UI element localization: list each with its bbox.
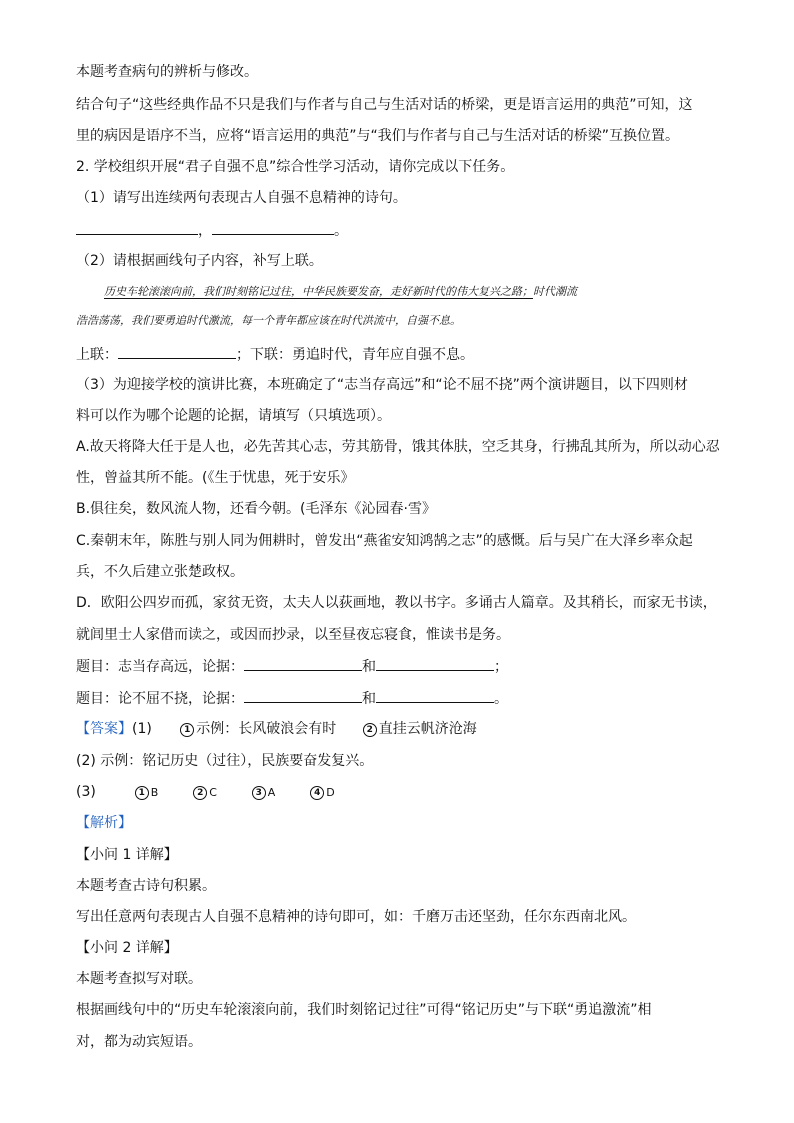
intro-text: 本题考查病句的辨析与修改。 [76,64,258,80]
circled-number: 1 [180,723,194,737]
sub-question-2-text-2: 根据画线句中的“历史车轮滚滚向前，我们时刻铭记过往”可得“铭记历史”与下联“勇追激流”相 [76,1002,652,1018]
sub-question-1-text-2: 写出任意两句表现古人自强不息精神的诗句即可，如：千磨万击还坚劲，任尔东西南北风。 [76,909,636,925]
option-c-line-2: 兵，不久后建立张楚政权。 [76,564,244,580]
circled-number: 3 [252,786,266,800]
sub-question-2-text-3: 对，都为动宾短语。 [76,1034,202,1050]
sub-question-2-text-1: 本题考查拟写对联。 [76,971,202,987]
lower-couplet: ；下联：勇追时代，青年应自强不息。 [236,347,474,363]
and-text: 和 [362,659,376,675]
sub-question-1-text-1: 本题考查古诗句积累。 [76,878,216,894]
question-2-3-line-1: （3）为迎接学校的演讲比赛，本班确定了“志当存高远”和“论不屈不挠”两个演讲题目，以下四则材 [76,377,688,393]
upper-couplet-blank[interactable] [118,344,236,359]
topic-2-label: 题目：论不屈不挠，论据： [76,691,244,707]
topic-2-blank-1[interactable] [244,688,362,703]
topic-1-blank-2[interactable] [376,656,494,671]
handwritten-quote-line-1 [104,282,577,302]
analysis-label: 【解析】 [76,815,132,831]
answer-1-line-1: 示例：长风破浪会有时 [196,721,337,737]
question-2-1: （1）请写出连续两句表现古人自强不息精神的诗句。 [76,190,407,206]
answer-row-2: (2) 示例：铭记历史（过往），民族要奋发复兴。 [76,753,374,769]
topic-1-label: 题目：志当存高远，论据： [76,659,244,675]
answer-3-item: A [267,786,276,799]
question-2-title: 2. 学校组织开展“君子自强不息”综合性学习活动，请你完成以下任务。 [76,159,515,175]
answer-row-1 [76,719,477,739]
underlined-sentence: 历史车轮滚滚向前，我们时刻铭记过往，中华民族要发奋，走好新时代的伟大复兴之路； [104,285,533,298]
option-a-line-1: A.故天将降大任于是人也，必先苦其心志，劳其筋骨，饿其体肤，空乏其身，行拂乱其所为，所以动心忍 [76,439,720,455]
circled-number: 2 [363,723,377,737]
period: 。 [494,691,508,707]
separator: ， [198,223,212,239]
topic-2-blank-2[interactable] [376,688,494,703]
analysis-line-1: 结合句子“这些经典作品不只是我们与作者与自己与生活对话的桥梁，更是语言运用的典范”可知，这 [76,97,693,113]
handwritten-quote-line-2: 浩浩荡荡，我们要勇追时代激流，每一个青年都应该在时代洪流中，自强不息。 [76,314,461,327]
question-2-2: （2）请根据画线句子内容，补写上联。 [76,253,323,269]
answer-1-number: (1) [132,721,152,737]
analysis-line-2: 里的病因是语序不当，应将“语言运用的典范”与“我们与作者与自己与生活对话的桥梁”互换位置。 [76,128,680,144]
sub-question-1-heading: 【小问 1 详解】 [76,847,178,863]
answer-row-3 [76,782,335,803]
option-b: B.俱往矣，数风流人物，还看今朝。(毛泽东《沁园春·雪》 [76,501,436,517]
blank-field[interactable] [76,220,198,235]
option-d-line-2: 就闾里士人家借而读之，或因而抄录，以至昼夜忘寝食，惟读书是务。 [76,627,510,643]
topic-1-row [76,656,508,677]
question-2-3-line-2: 料可以作为哪个论题的论据，请填写（只填选项）。 [76,408,391,424]
answer-blanks-row [76,220,348,241]
topic-1-blank-1[interactable] [244,656,362,671]
quote-rest: 时代潮流 [533,285,577,298]
circled-number: 4 [310,786,324,800]
answer-3-item: B [150,786,159,799]
option-d-line-1: D．欧阳公四岁而孤，家贫无资，太夫人以荻画地，教以书字。多诵古人篇章。及其稍长，而家无书读， [76,595,717,611]
answer-3-item: C [209,786,217,799]
topic-2-row [76,688,508,709]
semicolon: ； [494,659,508,675]
blank-field[interactable] [212,220,334,235]
answer-label: 【答案】 [76,721,132,737]
option-a-line-2: 性，曾益其所不能。(《生于忧患，死于安乐》 [76,470,355,486]
period: 。 [334,223,348,239]
answer-3-number: (3) [76,784,96,800]
answer-3-item: D [326,786,335,799]
and-text: 和 [362,691,376,707]
couplet-row [76,344,474,365]
answer-1-line-2: 直挂云帆济沧海 [378,721,477,737]
circled-number: 2 [193,786,207,800]
circled-number: 1 [135,786,149,800]
upper-label: 上联： [76,347,118,363]
sub-question-2-heading: 【小问 2 详解】 [76,940,178,956]
option-c-line-1: C.秦朝末年，陈胜与别人同为佣耕时，曾发出“燕雀安知鸿鹄之志”的感慨。后与吴广在大泽乡率众起 [76,533,693,549]
